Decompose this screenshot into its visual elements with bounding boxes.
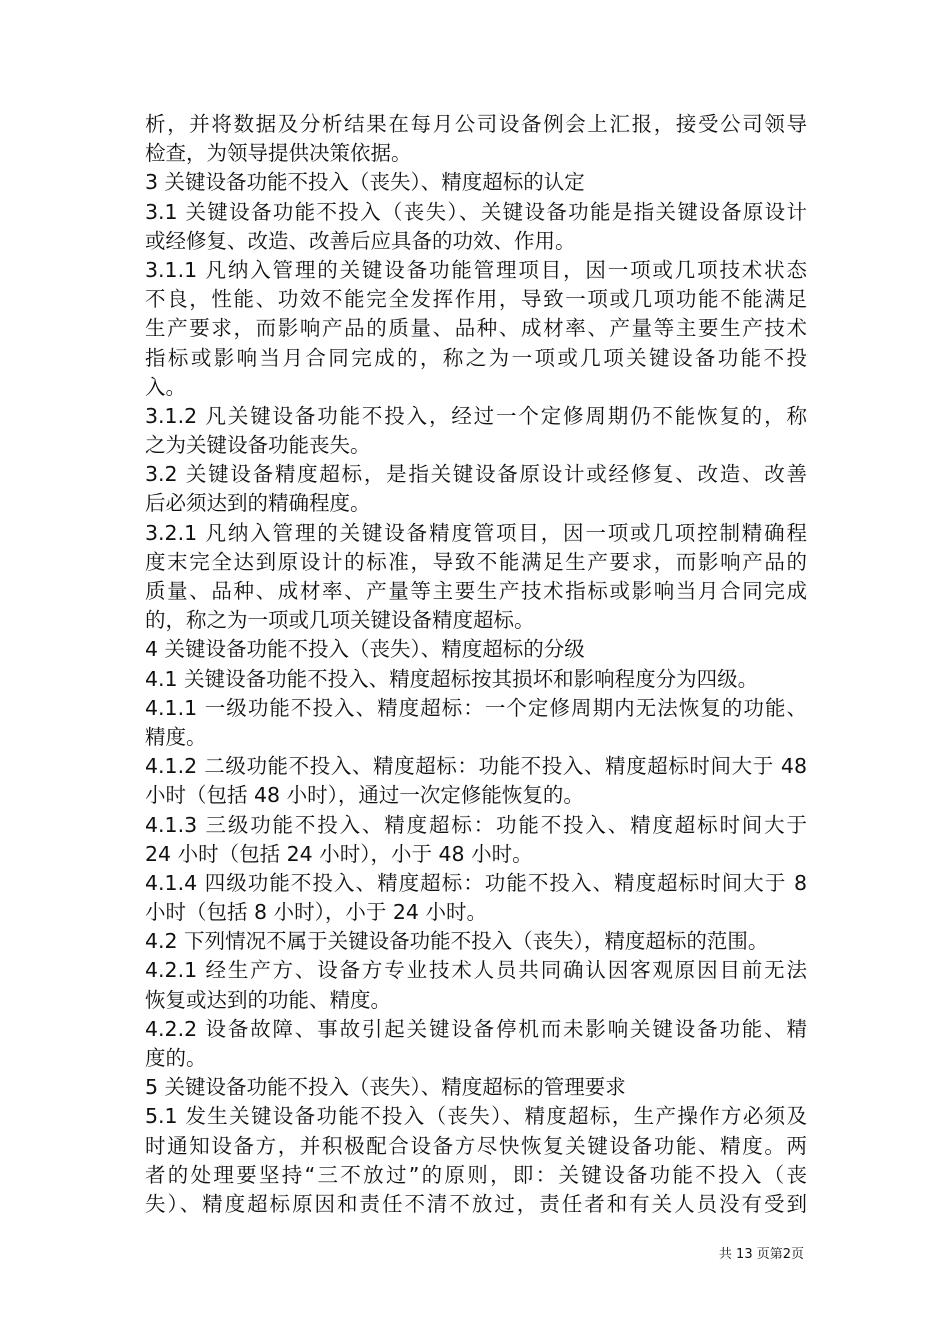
text-line: 3.2.1 凡纳入管理的关键设备精度管项目，因一项或几项控制精确程 bbox=[145, 520, 807, 545]
text-line: 度的。 bbox=[145, 1046, 207, 1070]
document-body bbox=[145, 110, 807, 1219]
section-heading: 5 关键设备功能不投入（丧失）、精度超标的管理要求 bbox=[145, 1075, 626, 1100]
text-line: 5.1 发生关键设备功能不投入（丧失）、精度超标，生产操作方必须及 bbox=[145, 1104, 807, 1129]
text-line: 3.1.2 凡关键设备功能不投入，经过一个定修周期仍不能恢复的，称 bbox=[145, 403, 807, 428]
text-line: 小时（包括 8 小时），小于 24 小时。 bbox=[145, 900, 487, 925]
text-line: 之为关键设备功能丧失。 bbox=[145, 433, 371, 458]
text-line: 3.1.1 凡纳入管理的关键设备功能管理项目，因一项或几项技术状态 bbox=[145, 257, 807, 282]
text-line: 质量、品种、成材率、产量等主要生产技术指标或影响当月合同完成 bbox=[145, 579, 807, 603]
text-line: 度末完全达到原设计的标准，导致不能满足生产要求，而影响产品的 bbox=[145, 549, 807, 574]
text-line: 析，并将数据及分析结果在每月公司设备例会上汇报，接受公司领导 bbox=[145, 112, 807, 136]
text-line: 指标或影响当月合同完成的，称之为一项或几项关键设备功能不投 bbox=[145, 345, 807, 370]
text-line: 3.1 关键设备功能不投入（丧失）、关键设备功能是指关键设备原设计 bbox=[145, 199, 807, 224]
text-line: 后必须达到的精确程度。 bbox=[145, 491, 371, 516]
text-line: 生产要求，而影响产品的质量、品种、成材率、产量等主要生产技术 bbox=[145, 316, 807, 341]
text-line: 不良，性能、功效不能完全发挥作用，导致一项或几项功能不能满足 bbox=[145, 287, 807, 312]
text-line: 精度。 bbox=[145, 724, 207, 749]
text-line: 检查，为领导提供决策依据。 bbox=[145, 141, 412, 166]
text-line: 3.2 关键设备精度超标，是指关键设备原设计或经修复、改造、改善 bbox=[145, 462, 807, 487]
text-line: 4.1.2 二级功能不投入、精度超标：功能不投入、精度超标时间大于 48 bbox=[145, 754, 807, 779]
page-footer: 共 13 页第2页 bbox=[718, 1247, 804, 1262]
text-line: 4.1 关键设备功能不投入、精度超标按其损坏和影响程度分为四级。 bbox=[145, 666, 759, 691]
section-heading: 3 关键设备功能不投入（丧失）、精度超标的认定 bbox=[145, 170, 585, 195]
text-line: 4.2 下列情况不属于关键设备功能不投入（丧失），精度超标的范围。 bbox=[145, 929, 769, 954]
section-heading: 4 关键设备功能不投入（丧失）、精度超标的分级 bbox=[145, 637, 585, 662]
text-line: 入。 bbox=[145, 374, 186, 399]
text-line: 4.1.1 一级功能不投入、精度超标：一个定修周期内无法恢复的功能、 bbox=[145, 695, 807, 720]
text-line: 小时（包括 48 小时），通过一次定修能恢复的。 bbox=[145, 783, 584, 808]
text-line: 4.2.2 设备故障、事故引起关键设备停机而未影响关键设备功能、精 bbox=[145, 1016, 807, 1041]
text-line: 24 小时（包括 24 小时），小于 48 小时。 bbox=[145, 841, 533, 866]
text-line: 4.1.4 四级功能不投入、精度超标：功能不投入、精度超标时间大于 8 bbox=[145, 870, 807, 895]
text-line: 失）、精度超标原因和责任不清不放过，责任者和有关人员没有受到 bbox=[145, 1191, 807, 1216]
text-line: 4.1.3 三级功能不投入、精度超标：功能不投入、精度超标时间大于 bbox=[145, 812, 807, 837]
text-line: 或经修复、改造、改善后应具备的功效、作用。 bbox=[145, 228, 576, 253]
text-line: 恢复或达到的功能、精度。 bbox=[145, 987, 391, 1012]
text-line: 4.2.1 经生产方、设备方专业技术人员共同确认因客观原因目前无法 bbox=[145, 958, 807, 983]
text-line: 者的处理要坚持“三不放过”的原则，即：关键设备功能不投入（丧 bbox=[145, 1162, 807, 1187]
text-line: 时通知设备方，并积极配合设备方尽快恢复关键设备功能、精度。两 bbox=[145, 1133, 807, 1158]
text-line: 的，称之为一项或几项关键设备精度超标。 bbox=[145, 608, 535, 633]
